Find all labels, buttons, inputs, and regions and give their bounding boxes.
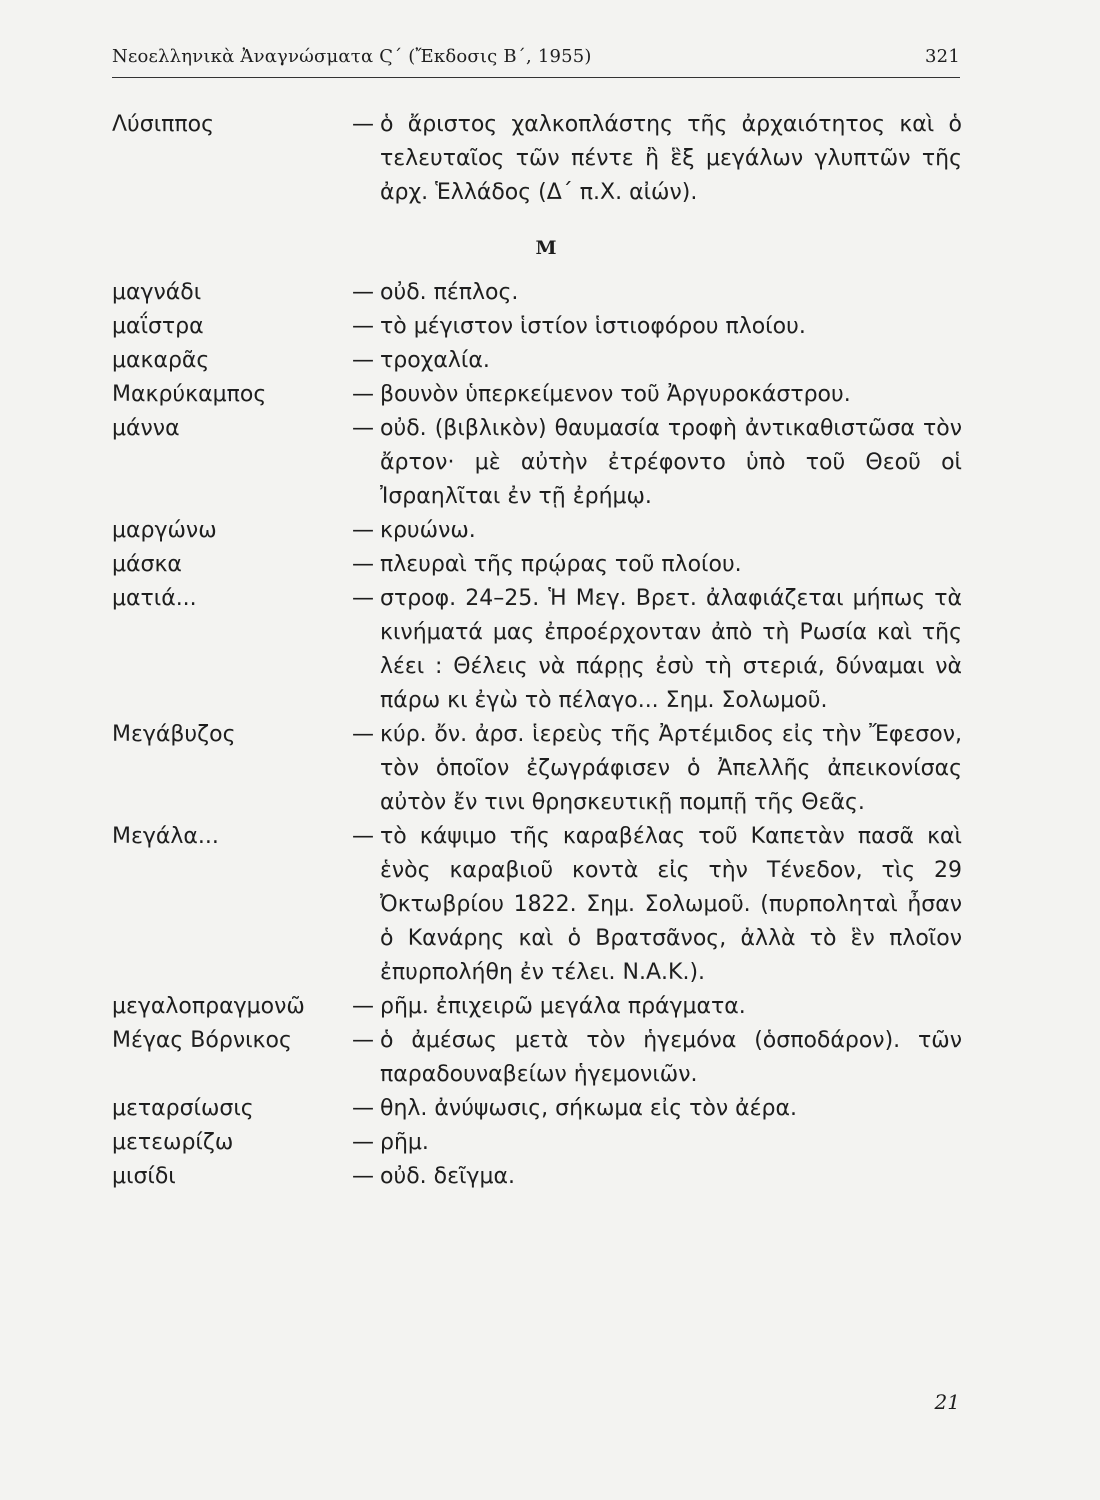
entry-term: μισίδι [112, 1164, 176, 1189]
entry-definition: — τροχαλία. [352, 344, 962, 378]
glossary [112, 108, 962, 1194]
glossary-entry [112, 276, 962, 310]
entry-definition: — ὁ ἀμέσως μετὰ τὸν ἡγεμόνα (ὁσποδάρον). τῶν παραδουναβείων ἡγεμονιῶν. [352, 1024, 962, 1092]
section-letter: Μ [535, 237, 557, 259]
entry-definition: — θηλ. ἀνύψωσις, σήκωμα εἰς τὸν ἀέρα. [352, 1092, 962, 1126]
entry-dash: — [352, 586, 374, 611]
entry-definition: — τὸ μέγιστον ἱστίον ἱστιοφόρου πλοίου. [352, 310, 962, 344]
glossary-entry [112, 378, 962, 412]
glossary-entry [112, 990, 962, 1024]
entry-dash: — [352, 994, 374, 1019]
glossary-entry [112, 1160, 962, 1194]
entry-definition: — βουνὸν ὑπερκείμενον τοῦ Ἀργυροκάστρου. [352, 378, 962, 412]
glossary-entry [112, 514, 962, 548]
entry-dash: — [352, 552, 374, 577]
glossary-entry [112, 820, 962, 990]
entry-term: μάννα [112, 416, 180, 441]
entry-term: Μεγάβυζος [112, 722, 236, 747]
entry-term: Μεγάλα... [112, 824, 219, 849]
entry-term: μάσκα [112, 552, 182, 577]
entry-term: Μακρύκαμπος [112, 382, 267, 407]
entry-dash: — [352, 1096, 374, 1121]
glossary-entry [112, 310, 962, 344]
entry-definition: — ρῆμ. ἐπιχειρῶ μεγάλα πράγματα. [352, 990, 962, 1024]
entry-term: μαγνάδι [112, 280, 202, 305]
entry-term: Μέγας Βόρνικος [112, 1028, 292, 1053]
entry-dash: — [352, 112, 374, 137]
entry-term: μαΐστρα [112, 314, 204, 339]
page-number: 321 [925, 46, 960, 67]
entry-dash: — [352, 314, 374, 339]
entry-definition: — κρυώνω. [352, 514, 962, 548]
entry-term: μεταρσίωσις [112, 1096, 254, 1121]
entry-dash: — [352, 280, 374, 305]
glossary-entry [112, 1024, 962, 1092]
entry-dash: — [352, 1164, 374, 1189]
glossary-entry [112, 1126, 962, 1160]
entry-definition: — οὐδ. πέπλος. [352, 276, 962, 310]
entry-term: μαργώνω [112, 518, 217, 543]
signature-mark: 21 [934, 1390, 960, 1414]
entry-dash: — [352, 1028, 374, 1053]
entry-definition: — οὐδ. δεῖγμα. [352, 1160, 962, 1194]
entry-term: μεγαλοπραγμονῶ [112, 994, 305, 1019]
glossary-entry [112, 412, 962, 514]
glossary-entry [112, 1092, 962, 1126]
entry-dash: — [352, 382, 374, 407]
entry-dash: — [352, 518, 374, 543]
entry-definition: — ρῆμ. [352, 1126, 962, 1160]
entry-dash: — [352, 348, 374, 373]
entry-dash: — [352, 416, 374, 441]
header-title: Νεοελληνικὰ Ἀναγνώσματα Ϛ΄ (Ἔκδοσις Β΄, 1955) [112, 46, 592, 67]
glossary-entry [112, 108, 962, 210]
entry-term: μετεωρίζω [112, 1130, 234, 1155]
entry-definition: — στροφ. 24–25. Ἡ Μεγ. Βρετ. ἀλαφιάζεται μήπως τὰ κινήματά μας ἐπροέρχονταν ἀπὸ τὴ Ρωσία καὶ τῆς λέει : Θέλεις νὰ πάρῃς ἐσὺ τὴ στεριά, δύναμαι νὰ πάρω κι ἐγὼ τὸ πέλαγο... Σημ. Σολωμοῦ. [352, 582, 962, 718]
entry-dash: — [352, 1130, 374, 1155]
glossary-entry [112, 582, 962, 718]
entry-definition: — κύρ. ὄν. ἀρσ. ἱερεὺς τῆς Ἀρτέμιδος εἰς τὴν Ἔφεσον, τὸν ὁποῖον ἐζωγράφισεν ὁ Ἀπελλῆς ἀπεικονίσας αὐτὸν ἔν τινι θρησκευτικῇ πομπῇ τῆς Θεᾶς. [352, 718, 962, 820]
entry-definition: — ὁ ἄριστος χαλκοπλάστης τῆς ἀρχαιότητος καὶ ὁ τελευταῖος τῶν πέντε ἢ ἓξ μεγάλων γλυπτῶν τῆς ἀρχ. Ἑλλάδος (Δ΄ π.Χ. αἰών). [352, 108, 962, 210]
glossary-entry [112, 548, 962, 582]
entry-definition: — οὐδ. (βιβλικὸν) θαυμασία τροφὴ ἀντικαθιστῶσα τὸν ἄρτον· μὲ αὐτὴν ἐτρέφοντο ὑπὸ τοῦ Θεοῦ οἱ Ἰσραηλῖται ἐν τῇ ἐρήμῳ. [352, 412, 962, 514]
entry-term: ματιά... [112, 586, 197, 611]
entry-definition: — τὸ κάψιμο τῆς καραβέλας τοῦ Καπετὰν πασᾶ καὶ ἑνὸς καραβιοῦ κοντὰ εἰς τὴν Τένεδον, τὶς 29 Ὀκτωβρίου 1822. Σημ. Σολωμοῦ. (πυρποληταὶ ἦσαν ὁ Κανάρης καὶ ὁ Βρατσᾶνος, ἀλλὰ τὸ ἓν πλοῖον ἐπυρπολήθη ἐν τέλει. Ν.Α.Κ.). [352, 820, 962, 990]
entry-definition: — πλευραὶ τῆς πρῴρας τοῦ πλοίου. [352, 548, 962, 582]
entry-dash: — [352, 824, 374, 849]
entry-dash: — [352, 722, 374, 747]
glossary-entry [112, 718, 962, 820]
running-header [112, 46, 960, 78]
glossary-entry [112, 344, 962, 378]
entry-term: Λύσιππος [112, 112, 215, 137]
entry-term: μακαρᾶς [112, 348, 210, 373]
